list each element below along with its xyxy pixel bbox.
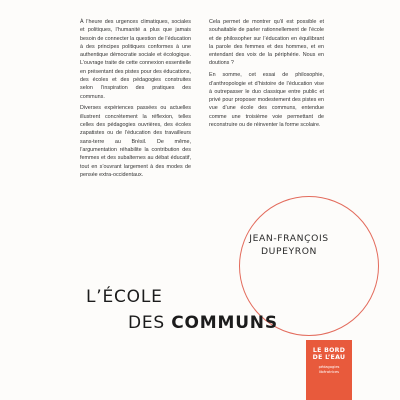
summary-left-column (80, 18, 191, 183)
book-title-line-1: L’ÉCOLE (86, 287, 163, 307)
book-title-communs: COMMUNS (171, 313, 278, 333)
publisher-name (306, 347, 352, 361)
summary-paragraph: En somme, cet essai de philosophie, d’anthropologie et d’histoire de l’éducation vise à outrepasser le duo classique entre public et privé pour proposer modestement des pistes en vue d’une école des communs, entendue comme une troisième voie permettant de reconstruire ou de réinventer la forme scolaire. (209, 72, 324, 129)
collection-line-2: libératrices (318, 370, 340, 374)
collection-line-1: pédagogies (318, 365, 340, 370)
summary-paragraph: Cela permet de montrer qu’il est possible et souhaitable de parler rationnellement de l’école et de philosopher sur l’éducation en équilibrant la parole des femmes et des hommes, et en entendant des voix de la périphérie. Nous en doutions ? (209, 19, 324, 67)
publisher-logo (306, 340, 352, 400)
book-title-des: DES (128, 313, 172, 333)
summary-right-column (209, 18, 324, 133)
publisher-collection (306, 365, 352, 374)
summary-paragraph: À l’heure des urgences climatiques, sociales et politiques, l’humanité a plus que jamais besoin de connecter la question de l’éducation à des principes politiques conformes à une authentique démocratie sociale et écologique. L’ouvrage traite de cette connexion essentielle en présentant des pistes pour des éducations, des écoles et des pédagogies construites selon l’inspiration des pratiques des communs. (80, 19, 191, 100)
summary-paragraph: Diverses expériences passées ou actuelles illustrent concrètement la réflexion, telles celles des pédagogies ouvrières, des écoles zapatistes ou de l’éducation des travailleurs sans-terre au Brésil. De même, l’argumentation réhabilite la contribution des femmes et des subalternes au débat éducatif, tout en s’ouvrant largement à des modes de pensée extra-occidentaux. (80, 105, 191, 178)
author-last-name: DUPEYRON (260, 246, 318, 257)
publisher-name-line-2: DE L’EAU (312, 354, 346, 362)
book-title-line-2 (128, 313, 278, 333)
publisher-name-line-1: LE BORD (312, 347, 346, 354)
author-first-name: JEAN-FRANÇOIS (249, 233, 329, 244)
author-name (237, 232, 341, 258)
